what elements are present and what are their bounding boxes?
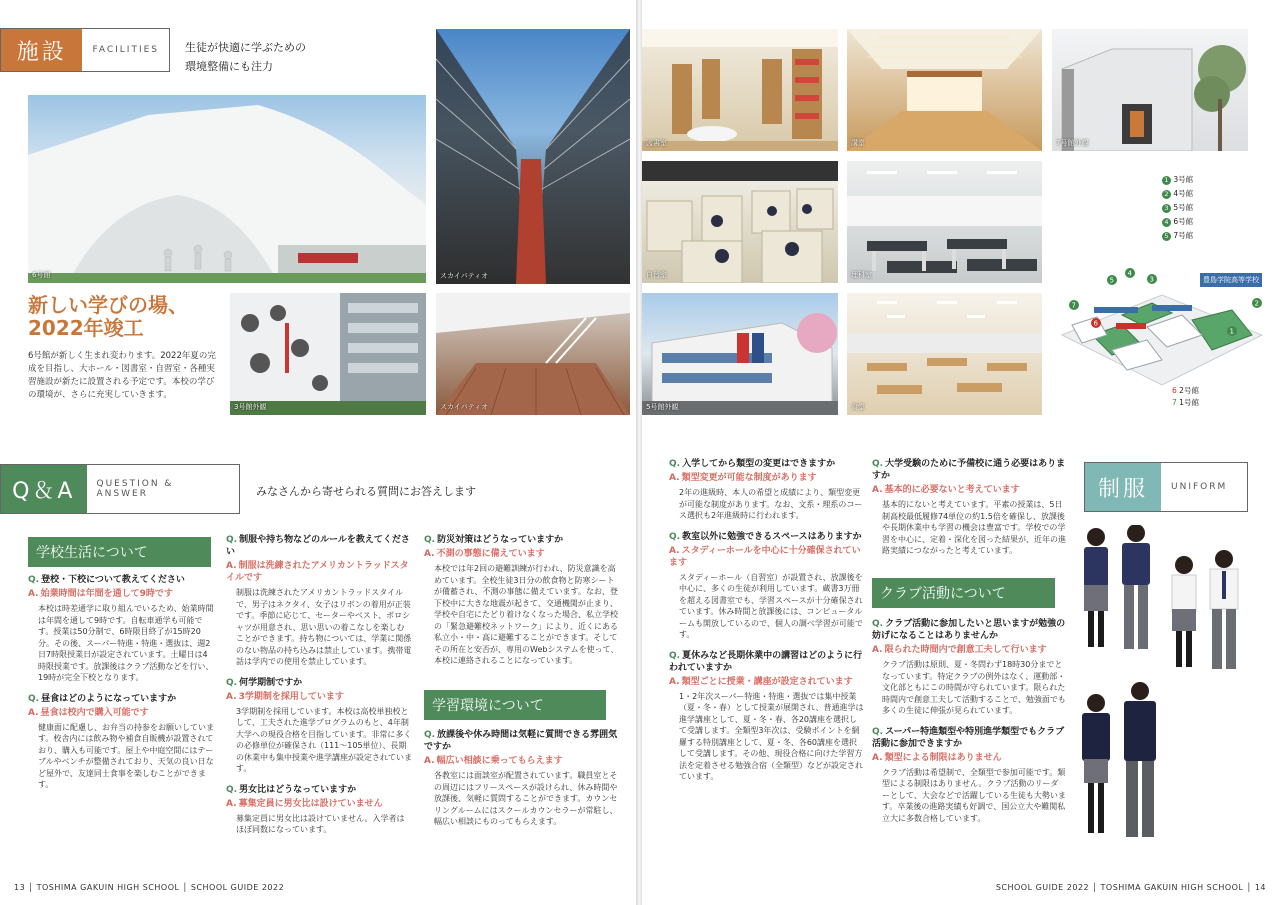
- facilities-tagline: 生徒が快適に学ぶための 環境整備にも注力: [185, 41, 306, 73]
- uniform-heading: [1084, 462, 1248, 512]
- photo-caption: 図書室: [646, 139, 667, 147]
- qa-item: Q. 昼食はどのようになっていますか A. 昼食は校内で購入可能です 健康面に配慮し、お弁当の持参をお願いしています。校舎内には飲み物や補食自販機が設置されており、購入も可能です。屋上や中庭空間にはテーブルやベンチが整備されており、天気の良い日など屋外で、友達同士食事を楽しむことができます。: [28, 693, 214, 789]
- student-summer-boy-white: [1210, 550, 1238, 669]
- map-pin-7: 7: [1071, 301, 1076, 310]
- photo-sky-patio-2: [436, 293, 630, 415]
- qa-column-3b: [424, 729, 620, 837]
- qa-item: Q. 制服や持ち物などのルールを教えてください A. 制服は洗練されたアメリカントラッドスタイルです 制服は洗練されたアメリカントラッドスタイルで、男子はネクタイ、女子はリボンの着用が正装です。季節に応じて、セーターやベスト、ポロシャツが用意され、思い思いの着こなしを楽しむことができます。持ち物については、学業に関係のない物品の持ち込みは禁止しています。携帯電話は学内での使用を禁止しています。: [226, 535, 412, 666]
- auditorium-illustration: [847, 29, 1042, 151]
- photo-caption: 5号館外観: [646, 403, 679, 411]
- student-winter-girl: [1082, 694, 1110, 833]
- left-page: [0, 0, 638, 905]
- uniform-photo: [1074, 525, 1264, 845]
- student-winter-boy: [1124, 682, 1156, 837]
- map-pin-4: 4: [1127, 269, 1132, 278]
- qa-item: Q. 男女比はどうなっていますか A. 募集定員に男女比は設けていません 募集定員に男女比は設けていません。入学者はほぼ同数になっています。: [226, 784, 405, 834]
- photo-caption: 6号館: [32, 271, 51, 279]
- facilities-heading: [0, 28, 170, 72]
- qa-item: Q. 放課後や休み時間は気軽に質問できる雰囲気ですか A. 幅広い相談に乗ってもらえます 各教室には面談室が配置されています。職員室とその周辺にはフリースペースが設けられ、休み時間や放課後、気軽に質問することができます。カウンセリングルームにはスクールカウンセラーが常駐し、幅広い相談にものってもらえます。: [424, 730, 618, 826]
- sky-patio-deck-illustration: [436, 293, 630, 415]
- legend-item: 2 4号館: [1162, 189, 1272, 199]
- left-footer: 13 │ TOSHIMA GAKUIN HIGH SCHOOL │ SCHOOL GUIDE 2022: [14, 883, 285, 892]
- right-footer: SCHOOL GUIDE 2022 │ TOSHIMA GAKUIN HIGH SCHOOL │ 14: [995, 883, 1266, 892]
- campus-map-illustration: [1052, 265, 1270, 435]
- qa-kanji: Q＆A: [1, 465, 87, 513]
- uniform-english: UNIFORM: [1171, 482, 1228, 492]
- legend-item: 5 7号館: [1162, 231, 1272, 241]
- photo-caption: 7号館外観: [1056, 139, 1089, 147]
- campus-map-legend: [1162, 175, 1272, 245]
- campus-school-label: 豊島学院高等学校: [1200, 273, 1262, 287]
- building-7-illustration: [1052, 29, 1248, 151]
- club-heading: クラブ活動について: [872, 578, 1055, 608]
- qa-intro: みなさんから寄せられる質問にお答えします: [256, 485, 476, 498]
- photo-caption: 理科室: [851, 271, 872, 279]
- photo-science-lab: [847, 161, 1042, 283]
- facilities-kanji: 施設: [1, 29, 82, 71]
- new-building-description: 6号館が新しく生まれ変わります。2022年夏の完成を目指し、大ホール・図書室・自習室・各種実習施設が新たに設置される予定です。本校の学びの環境が、さらに充実していきます。: [28, 351, 216, 400]
- map-pin-2: 2: [1254, 299, 1259, 308]
- photo-building-3: [230, 293, 426, 415]
- building-3-illustration: [230, 293, 426, 415]
- legend-item: 6 2号館: [1172, 386, 1199, 395]
- student-summer-girl-white: [1172, 556, 1196, 667]
- photo-building-6: [28, 95, 426, 283]
- map-pin-1: 1: [1229, 327, 1234, 336]
- photo-building-5: [642, 293, 838, 415]
- qa-english: QUESTION & ANSWER: [96, 479, 174, 499]
- legend-item: 4 6号館: [1162, 217, 1272, 227]
- qa-column-2: [226, 534, 412, 845]
- photo-caption: 講堂: [851, 139, 865, 147]
- qa-item: Q. 何学期制ですか A. 3学期制を採用しています 3学期制を採用しています。本校は高校単独校として、工夫された進学プログラムのもと、4年制大学への現役合格を目指しています。非常に多くの必修単位が確保され（111〜105単位）、長期の休業中も集中授業や進学講座が設定されています。: [226, 677, 412, 773]
- qa-item: Q. スーパー特進類型や特別進学類型でもクラブ活動に参加できますか A. 類型による制限はありません クラブ活動は希望制で、全類型で参加可能です。類型による制限はありません。クラブ活動のリーダーとして、大会などで活躍している生徒も大勢います。卒業後の進路実績も好調で、国公立大や難関私立大に多数合格しています。: [872, 726, 1066, 823]
- photo-cafeteria: [847, 293, 1042, 415]
- right-page: [642, 0, 1280, 905]
- photo-building-7: [1052, 29, 1248, 151]
- photo-caption: 食堂: [851, 403, 865, 411]
- science-lab-illustration: [847, 161, 1042, 283]
- photo-caption: 3号館外観: [234, 403, 267, 411]
- student-summer-boy: [1122, 525, 1150, 649]
- photo-caption: スカイパティオ: [440, 272, 489, 280]
- uniform-students-illustration: [1074, 525, 1264, 845]
- photo-auditorium: [847, 29, 1042, 151]
- qa-item: Q. 防災対策はどうなっていますか A. 不測の事態に備えています 本校では年2回の避難訓練が行われ、防災意識を高めています。全校生徒3日分の飲食物と防寒シートが備蓄され、不測の事態に備えています。なお、登下校中に大きな地震が起きて、交通機関が止まり、学校や自宅にたどり着けなくなった場合、私立学校の「緊急避難校ネットワーク」により、近くにある私立小・中・高に避難することができます。そしてその所在と安否が、専用のWebシステムを使って、本校に連絡されることになっています。: [424, 535, 619, 665]
- building-5-illustration: [642, 293, 838, 415]
- library-illustration: [642, 29, 838, 151]
- qa-heading: [0, 464, 240, 514]
- campus-map: [1052, 175, 1270, 420]
- campus-map-legend-bottom: [1172, 385, 1199, 409]
- qa-column-5: [872, 458, 1066, 566]
- study-room-illustration: [642, 161, 838, 283]
- qa-column-1: [28, 574, 214, 800]
- building-6-illustration: [28, 95, 426, 283]
- qa-item: Q. クラブ活動に参加したいと思いますが勉強の妨げになることはありませんか A. 限られた時間内で創意工夫して行います クラブ活動は原則、夏・冬問わず18時30分までとなっています。特定クラブの例外はなく、運動部・文化部ともにこの時間が守られています。限られた時間内で創意工夫して活動することで、勉強面でも多くの生徒に伸張が見られています。: [872, 619, 1066, 715]
- map-pin-6: 6: [1093, 319, 1098, 328]
- qa-item: Q. 登校・下校について教えてください A. 始業時間は年間を通して9時です 本校は時差通学に取り組んでいるため、始業時間は年間を通して9時です。自転車通学も可能です。授業は50分制で、6時限目終了が15時20分。その後、スーパー特進・特進・選抜は、週2日7時限授業日が設定されています。土曜日は4時限授業です。放課後はクラブ活動などを行い、19時が完全下校となります。: [28, 575, 214, 682]
- student-summer-girl: [1084, 528, 1108, 647]
- qa-item: Q. 入学してから類型の変更はできますか A. 類型変更が可能な制度があります 2年の進級時、本人の希望と成績により、類型変更が可能な制度があります。なお、文系・理系のコース選択も2年進級時に行われます。: [669, 459, 863, 520]
- cafeteria-illustration: [847, 293, 1042, 415]
- school-life-heading: 学校生活について: [28, 537, 211, 567]
- photo-study-room: [642, 161, 838, 283]
- qa-item: Q. 教室以外に勉強できるスペースはありますか A. スタディーホールを中心に十分確保されています スタディーホール（自習室）が設置され、放課後を中心に、多くの生徒が利用しています。蔵書3万冊を超える図書室でも、学習スペースが十分確保されています。休み時間と放課後には、コンピュータルームも開放しているので、個人の調べ学習が可能です。: [669, 531, 863, 639]
- new-building-headline: 新しい学びの場、 2022年竣工: [28, 293, 188, 340]
- sky-patio-illustration: [436, 29, 630, 284]
- qa-column-4: [669, 458, 864, 792]
- photo-sky-patio-1: [436, 29, 630, 284]
- uniform-kanji: 制服: [1085, 463, 1161, 511]
- learning-env-heading: 学習環境について: [424, 690, 606, 720]
- legend-item: 1 3号館: [1162, 175, 1272, 185]
- photo-caption: スカイパティオ: [440, 403, 489, 411]
- qa-item: Q. 夏休みなど長期休業中の講習はどのように行われていますか A. 類型ごとに授業・講座が設定されています 1・2年次スーパー特進・特進・選抜では集中授業（夏・冬・春）として授業が展開され、普通進学は進学講座として、夏・冬・春、各20講座を選択して受講します。全類型3年次は、受験ポイントを網羅する特別講座として、夏・冬、各60講座を選択して受講します。その他、現役合格に向けた学習方法を定着させる勉強合宿（全類型）などが設定されています。: [669, 650, 864, 781]
- qa-column-3: [424, 534, 620, 676]
- map-pin-3: 3: [1149, 275, 1154, 284]
- facilities-english: FACILITIES: [92, 45, 159, 55]
- legend-item: 3 5号館: [1162, 203, 1272, 213]
- map-pin-5: 5: [1109, 276, 1114, 285]
- qa-column-5b: [872, 618, 1066, 833]
- photo-library: [642, 29, 838, 151]
- legend-item: 7 1号館: [1172, 398, 1199, 407]
- qa-item: Q. 大学受験のために予備校に通う必要はありますか A. 基本的に必要ないと考えています 基本的にないと考えています。平素の授業は、5日制高校最低履修74単位の約1.5倍を確保し、放課後や長期休業中も学習の機会は豊富です。学校での学習を中心に、定着・深化を図った結果が、近年の進路実績につながったと考えています。: [872, 459, 1066, 555]
- photo-caption: 自習室: [646, 271, 667, 279]
